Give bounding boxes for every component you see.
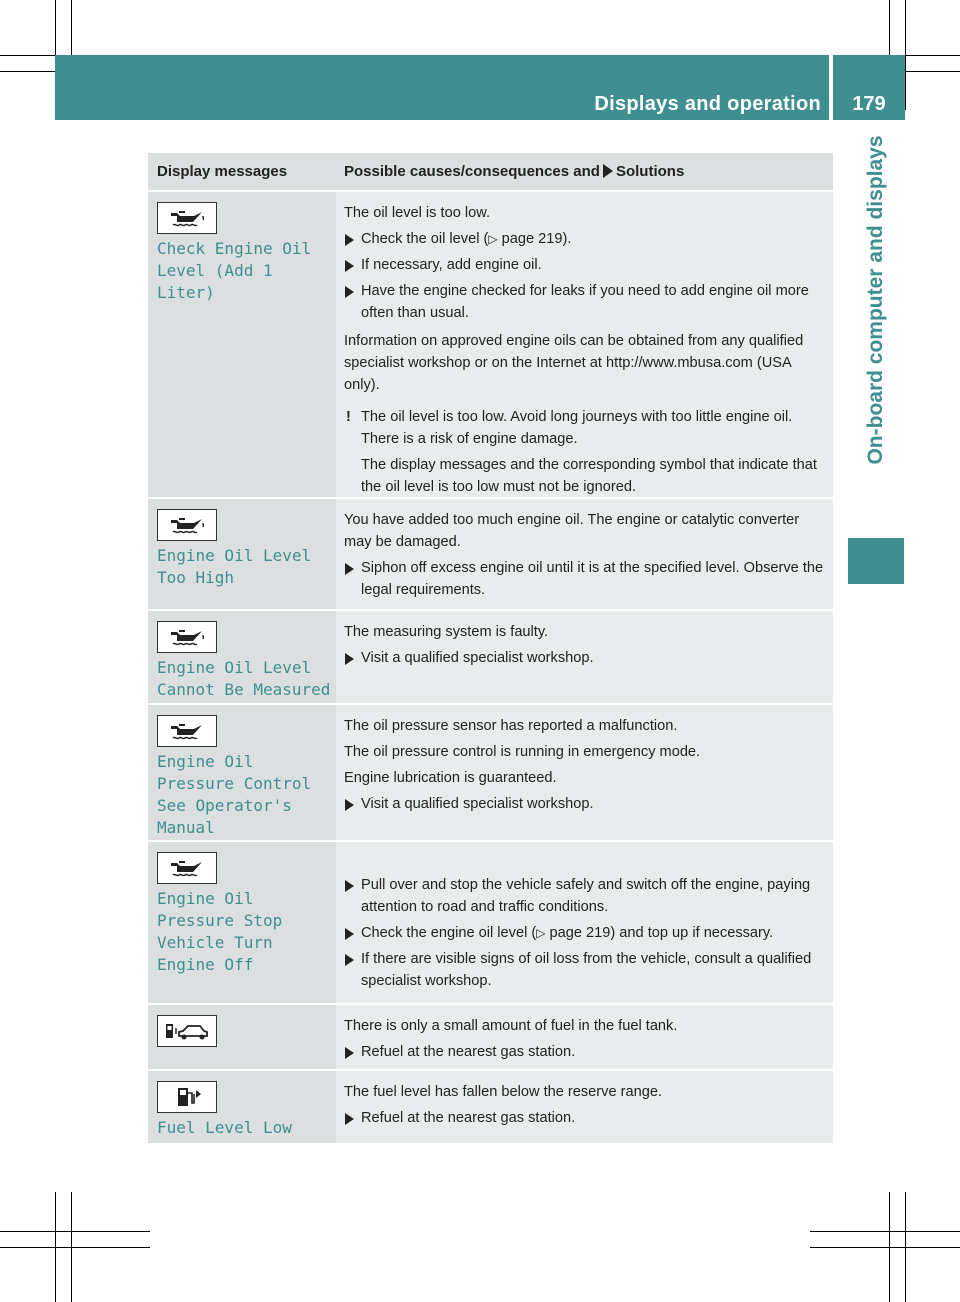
fuel-car-icon [157, 1015, 217, 1047]
oil-can-icon [157, 852, 217, 884]
crop-mark [810, 1247, 960, 1248]
step-arrow-icon [345, 1113, 354, 1125]
step-arrow-icon [345, 563, 354, 575]
causes-cell: The measuring system is faulty. Visit a qualified specialist workshop. [336, 611, 833, 703]
display-message-cell [148, 705, 336, 840]
step-arrow-icon [345, 954, 354, 966]
step-arrow-icon [345, 880, 354, 892]
table-row [148, 1003, 833, 1069]
solution-step: Refuel at the nearest gas station. [344, 1041, 827, 1063]
table-row [148, 1069, 833, 1143]
solution-step: Visit a qualified specialist workshop. [344, 647, 827, 669]
section-title: Displays and operation [594, 93, 821, 115]
solution-step: Visit a qualified specialist workshop. [344, 793, 827, 815]
solution-step: Refuel at the nearest gas station. [344, 1107, 827, 1129]
table-row [148, 703, 833, 840]
causes-cell: There is only a small amount of fuel in the fuel tank. Refuel at the nearest gas station. [336, 1005, 833, 1069]
step-arrow-icon [345, 1047, 354, 1059]
crop-mark [905, 0, 906, 110]
display-message-cell [148, 1005, 336, 1069]
step-arrow-icon [345, 653, 354, 665]
display-message: Engine Oil Pressure Stop Vehicle Turn Engine Off [157, 889, 283, 974]
column-header-display-messages: Display messages [157, 163, 288, 180]
display-message-cell [148, 1071, 336, 1143]
oil-can-icon [157, 509, 217, 541]
oil-can-icon [157, 715, 217, 747]
display-message-cell [148, 499, 336, 609]
display-message-cell [148, 842, 336, 1003]
solution-step: If there are visible signs of oil loss from the vehicle, consult a qualified specialist workshop. [344, 948, 827, 992]
solution-arrow-icon [603, 164, 613, 178]
table-row [148, 190, 833, 497]
causes-cell: The oil level is too low. Check the oil level (▷ page 219). If necessary, add engine oil. Have the engine checked for leaks if you need to add engine oil more often than usual. Information on approved engine oils can be obtained from any qualified specialist workshop or on the Internet at http://www.mbusa.com (USA only). ! The oil level is too low. Avoid long journeys with too little engine oil. There is a risk of engine damage. The display messages and the corresponding symbol that indicate that the oil level is too low must not be ignored. [336, 192, 833, 497]
display-message: Check Engine Oil Level (Add 1 Liter) [157, 239, 312, 302]
causes-cell [336, 842, 833, 1003]
page-ref-icon: ▷ [488, 232, 498, 246]
column-header-causes: Possible causes/consequences and Solutions [344, 163, 685, 180]
solution-step: Pull over and stop the vehicle safely and switch off the engine, paying attention to road and traffic conditions. [344, 874, 827, 918]
step-arrow-icon [345, 799, 354, 811]
crop-mark [889, 1192, 890, 1302]
causes-cell: You have added too much engine oil. The engine or catalytic converter may be damaged. Siphon off excess engine oil until it is at the specified level. Observe the legal requirements. [336, 499, 833, 609]
display-message-cell [148, 611, 336, 703]
oil-can-icon [157, 202, 217, 234]
step-arrow-icon [345, 286, 354, 298]
crop-mark [0, 1247, 150, 1248]
chapter-tab-label: On-board computer and displays [864, 135, 887, 465]
table-row [148, 840, 833, 1003]
crop-mark [810, 1231, 960, 1232]
crop-mark [905, 1192, 906, 1302]
page-ref-icon: ▷ [536, 926, 546, 940]
solution-step: Have the engine checked for leaks if you need to add engine oil more often than usual. [344, 280, 827, 324]
solution-step: If necessary, add engine oil. [344, 254, 827, 276]
display-message: Engine Oil Level Too High [157, 546, 312, 587]
display-messages-table [148, 153, 833, 1143]
step-arrow-icon [345, 928, 354, 940]
crop-mark [55, 1192, 56, 1302]
page-number: 179 [852, 93, 886, 115]
causes-cell: The fuel level has fallen below the reserve range. Refuel at the nearest gas station. [336, 1071, 833, 1143]
crop-mark [71, 1192, 72, 1302]
warning-note: ! The oil level is too low. Avoid long journeys with too little engine oil. There is a risk of engine damage. [344, 406, 827, 450]
step-arrow-icon [345, 260, 354, 272]
solution-step: Check the engine oil level (▷ page 219) and top up if necessary. [344, 922, 827, 944]
page-header [55, 55, 905, 120]
display-message: Fuel Level Low [157, 1118, 292, 1137]
chapter-marker [848, 538, 904, 584]
display-message: Engine Oil Pressure Control See Operator's Manual [157, 752, 312, 837]
solution-step: Check the oil level (▷ page 219). [344, 228, 827, 250]
oil-can-icon [157, 621, 217, 653]
fuel-pump-icon [157, 1081, 217, 1113]
table-row [148, 497, 833, 609]
solution-step: Siphon off excess engine oil until it is at the specified level. Observe the legal requirements. [344, 557, 827, 601]
step-arrow-icon [345, 234, 354, 246]
warning-icon: ! [346, 409, 351, 425]
table-header [148, 153, 833, 190]
crop-mark [0, 1231, 150, 1232]
table-row [148, 609, 833, 703]
causes-cell: The oil pressure sensor has reported a malfunction. The oil pressure control is running in emergency mode. Engine lubrication is guaranteed. Visit a qualified specialist workshop. [336, 705, 833, 840]
display-message-cell [148, 192, 336, 497]
display-message: Engine Oil Level Cannot Be Measured [157, 658, 331, 699]
